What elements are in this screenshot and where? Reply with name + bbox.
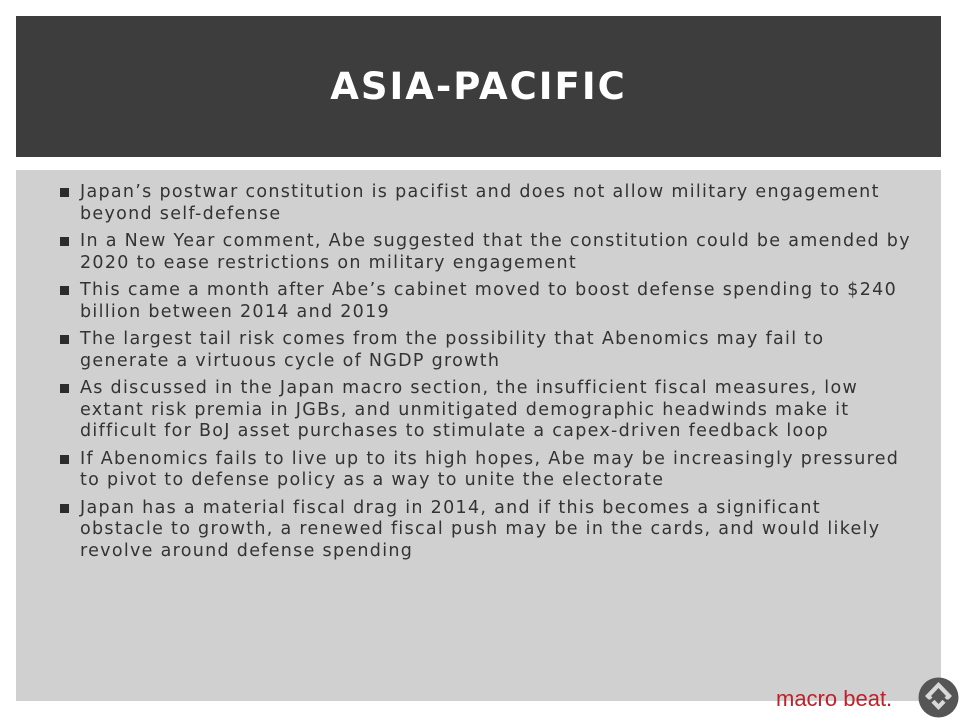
brand-name: macro beat. [776,686,893,711]
bullet-text: The largest tail risk comes from the possibility that Abenomics may fail to generate a virtuous cycle of NGDP growth [80,329,825,371]
square-bullet-icon [60,504,69,513]
square-bullet-icon [60,384,69,393]
bullet-text: Japan’s postwar constitution is pacifist and does not allow military engagement beyond self-defense [80,182,880,224]
macro-beat-logo-icon [917,675,960,720]
bullet-text: This came a month after Abe’s cabinet moved to boost defense spending to $240 billion between 2014 and 2019 [80,280,898,322]
bullet-text: If Abenomics fails to live up to its high hopes, Abe may be increasingly pressured to pivot to defense policy as a way to unite the electorate [80,448,900,490]
bullet-item [60,231,911,274]
bullet-item [60,449,911,492]
square-bullet-icon [60,188,69,197]
title-bar [16,16,941,157]
content-area [16,170,941,701]
square-bullet-icon [60,237,69,246]
square-bullet-icon [60,286,69,295]
bullet-item [60,280,911,323]
slide-title: ASIA-PACIFIC [330,65,627,108]
bullet-item [60,498,911,563]
square-bullet-icon [60,455,69,464]
bullet-list [16,170,941,562]
bullet-text: As discussed in the Japan macro section, the insufficient fiscal measures, low extant risk premia in JGBs, and unmitigated demographic headwinds make it difficult for BoJ asset purchases to stimulate a capex-driven feedback loop [80,378,859,441]
bullet-item [60,182,911,225]
bullet-item [60,378,911,443]
bullet-text: In a New Year comment, Abe suggested that the constitution could be amended by 2020 to ease restrictions on military engagement [80,231,911,273]
bullet-text: Japan has a material fiscal drag in 2014, and if this becomes a significant obstacle to growth, a renewed fiscal push may be in the cards, and would likely revolve around defense spending [80,497,881,561]
brand-wordmark [776,686,892,712]
square-bullet-icon [60,335,69,344]
bullet-item [60,329,911,372]
